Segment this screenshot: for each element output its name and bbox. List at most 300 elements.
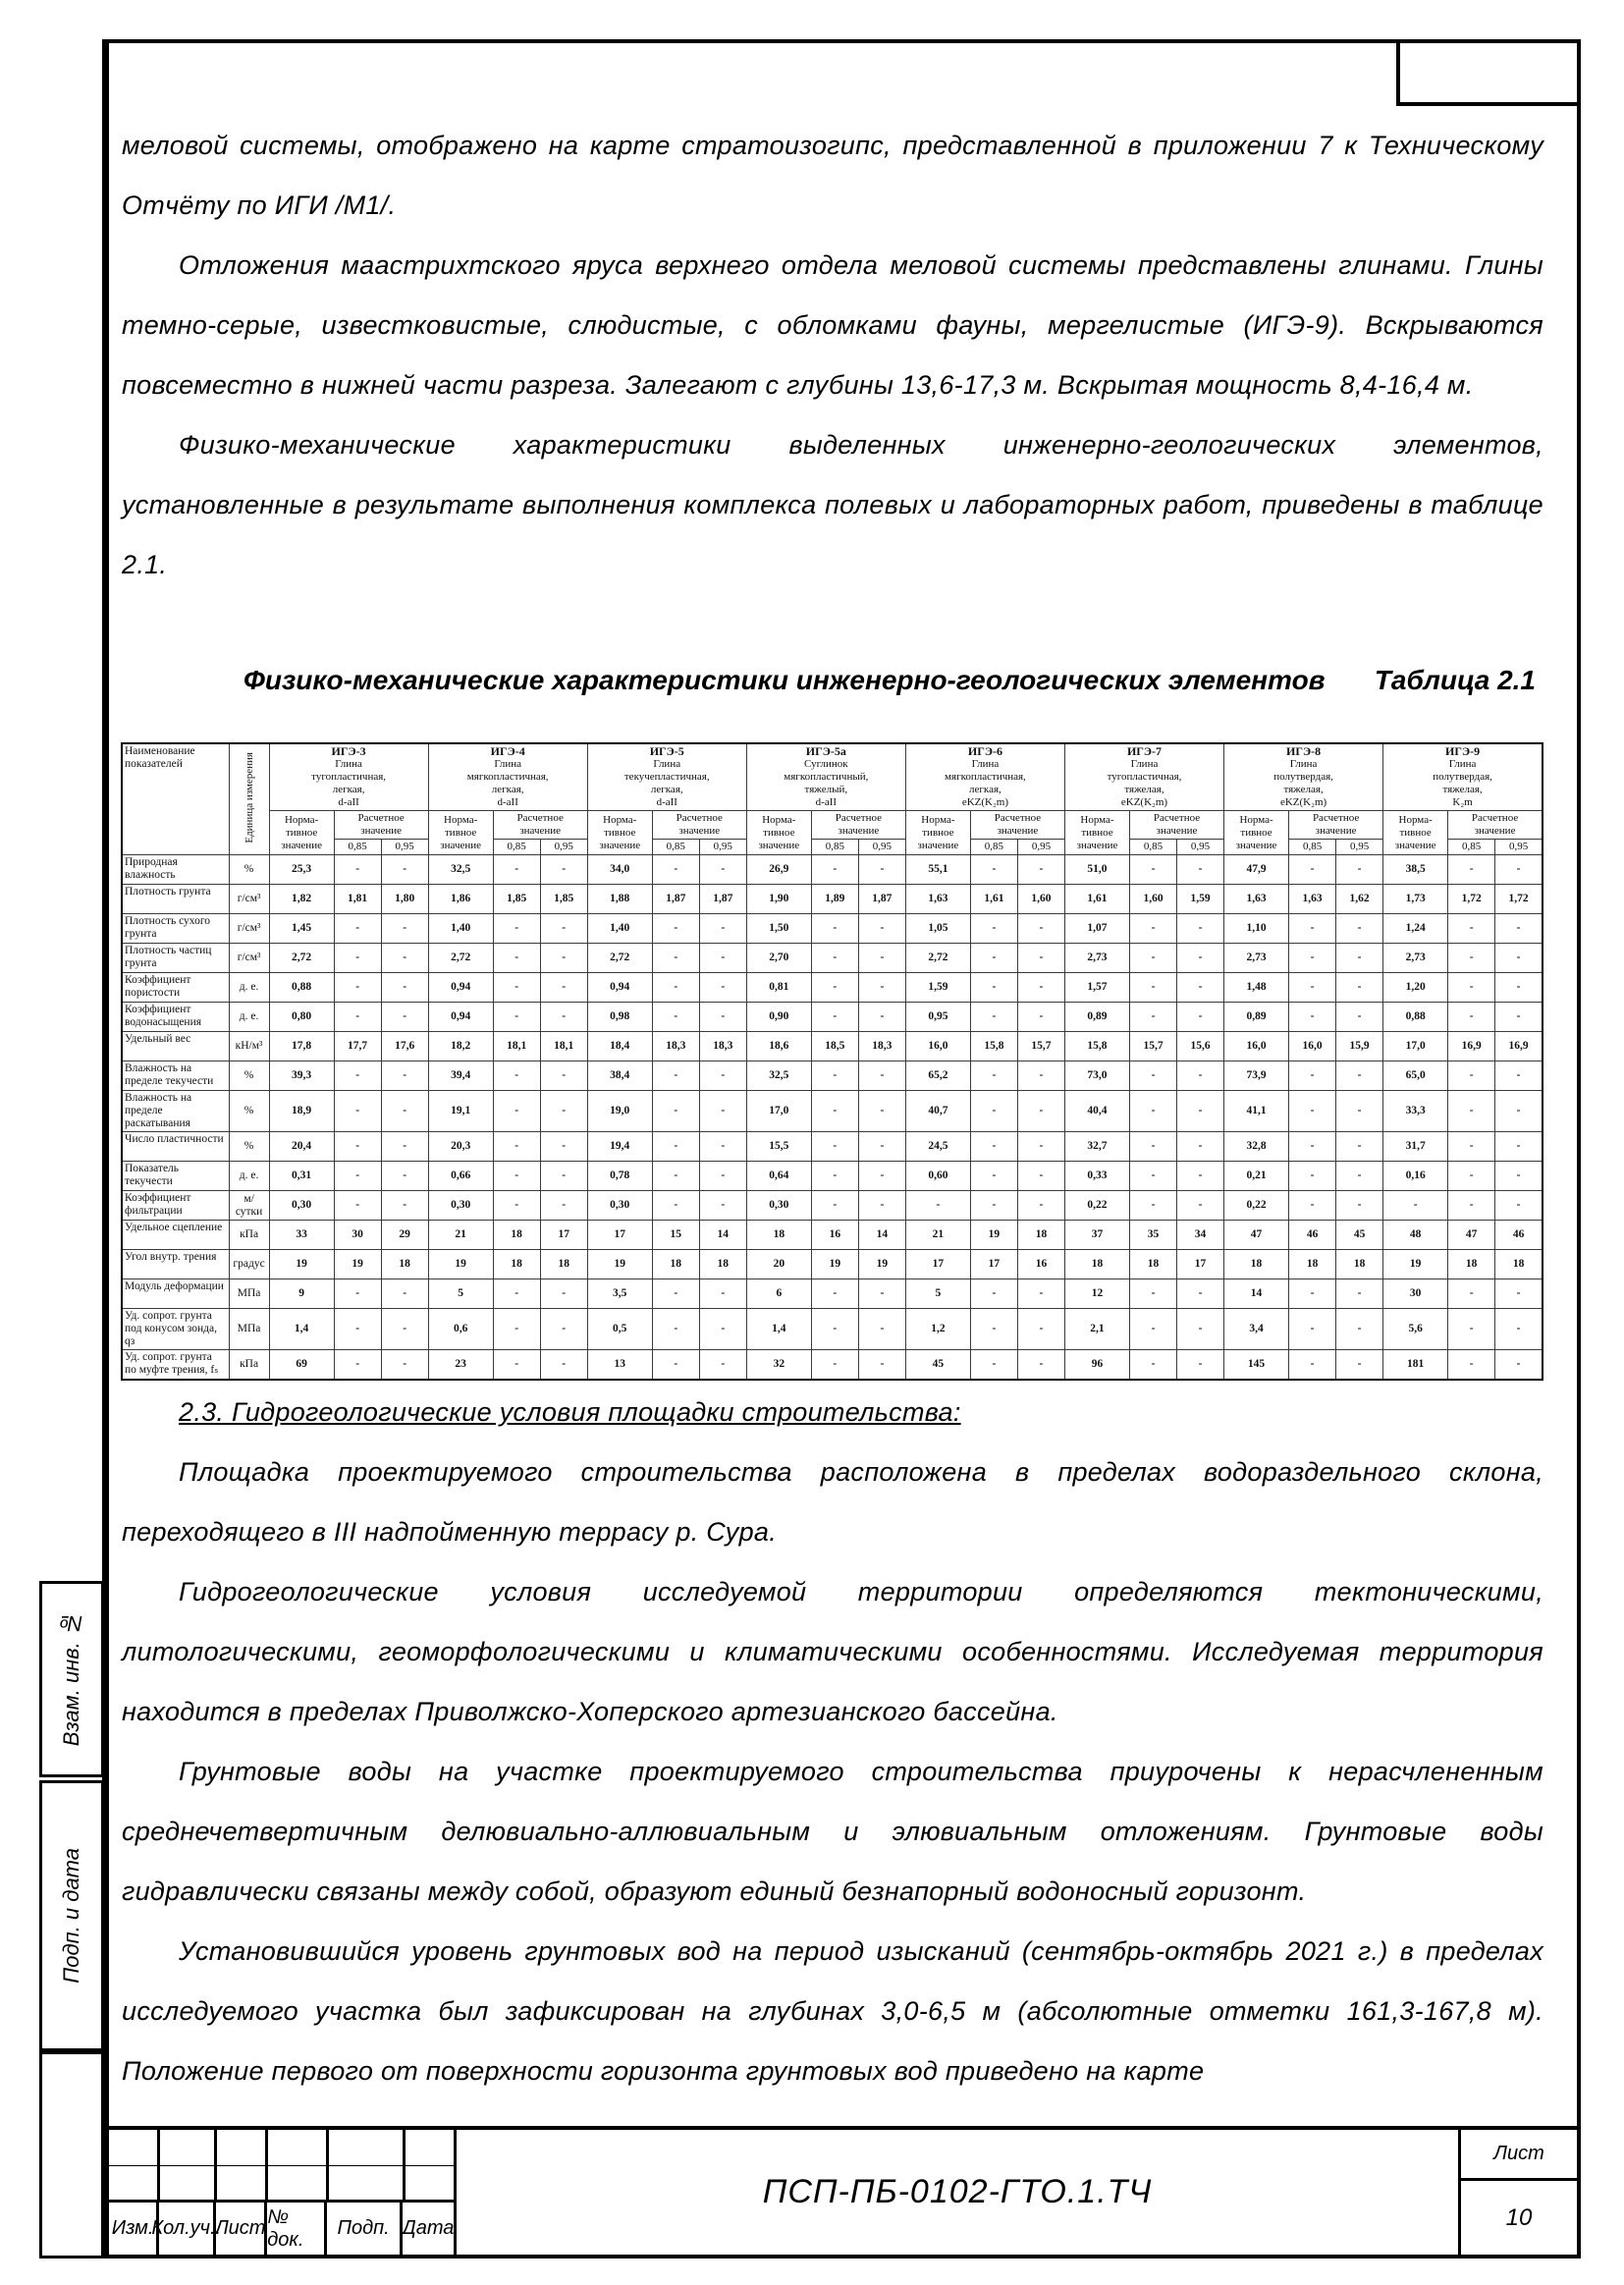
value-cell: - (540, 1003, 587, 1032)
coefficient-header: 0,85 (1130, 840, 1177, 855)
calculated-value-header: Расчетное значение (1289, 811, 1383, 840)
value-cell: - (1017, 1350, 1064, 1380)
value-cell: - (652, 1091, 699, 1132)
ige-group-header: ИГЭ-3 Глина тугопластичная, легкая, d-aII (269, 743, 428, 811)
value-cell: - (1177, 944, 1224, 973)
value-cell: - (1130, 1309, 1177, 1350)
title-block (102, 2126, 1581, 2258)
value-cell: - (1448, 914, 1495, 944)
value-cell: 65,2 (905, 1061, 970, 1091)
value-cell: 26,9 (746, 855, 811, 885)
value-cell: - (970, 1162, 1017, 1191)
value-cell: 18,2 (428, 1032, 493, 1061)
value-cell: - (811, 1003, 858, 1032)
value-cell: 0,88 (269, 973, 334, 1003)
value-cell: 24,5 (905, 1132, 970, 1162)
value-cell: - (1495, 1091, 1543, 1132)
row-name: Удельный вес (122, 1032, 229, 1061)
row-name: Уд. сопрот. грунта под конусом зонда, qз (122, 1309, 229, 1350)
value-cell: - (1336, 1279, 1383, 1309)
fmc-table-wrap (121, 742, 1545, 1381)
revision-row-empty (109, 2166, 454, 2203)
value-cell: - (1448, 1003, 1495, 1032)
value-cell: 14 (1224, 1279, 1289, 1309)
title-block-revision-grid (109, 2130, 457, 2255)
value-cell: - (970, 914, 1017, 944)
row-name: Показатель текучести (122, 1162, 229, 1191)
value-cell: - (858, 1191, 905, 1221)
value-cell: 0,94 (587, 973, 652, 1003)
value-cell: - (970, 944, 1017, 973)
coefficient-header: 0,85 (334, 840, 381, 855)
value-cell: 18 (1336, 1250, 1383, 1279)
value-cell: - (1177, 1279, 1224, 1309)
value-cell: 17 (587, 1221, 652, 1250)
row-unit: % (229, 1061, 269, 1091)
value-cell: 3,4 (1224, 1309, 1289, 1350)
ige-group-header: ИГЭ-5 Глина текучепластичная, легкая, d-aII (587, 743, 746, 811)
value-cell: 0,80 (269, 1003, 334, 1032)
value-cell: - (334, 944, 381, 973)
table-row (122, 1250, 1543, 1279)
table-row (122, 1309, 1543, 1350)
table-row (122, 914, 1543, 944)
paragraph: Установившийся уровень грунтовых вод на период изысканий (сентябрь-октябрь 2021 г.) в пределах исследуемого участка был зафиксирован на глубинах 3,0-6,5 м (абсолютные отметки 161,3-167,8 м). Положение первого от поверхности горизонта грунтовых вод приведено на карте (122, 1936, 1543, 2086)
row-name: Влажность на пределе текучести (122, 1061, 229, 1091)
coefficient-header: 0,85 (1448, 840, 1495, 855)
coefficient-header: 0,85 (1289, 840, 1336, 855)
value-cell: 17 (970, 1250, 1017, 1279)
value-cell: - (381, 1279, 428, 1309)
value-cell: 18,3 (699, 1032, 746, 1061)
value-cell: 16,0 (905, 1032, 970, 1061)
value-cell: 16,9 (1448, 1032, 1495, 1061)
value-cell: 2,72 (428, 944, 493, 973)
value-cell: 15,5 (746, 1132, 811, 1162)
value-cell: - (970, 1132, 1017, 1162)
value-cell: 18 (381, 1250, 428, 1279)
intro-text-block (122, 116, 1543, 595)
table-title: Физико-механические характеристики инженерно-геологических элементов (244, 665, 1326, 695)
value-cell: - (1289, 1309, 1336, 1350)
value-cell: - (652, 973, 699, 1003)
value-cell: - (811, 973, 858, 1003)
value-cell: 40,7 (905, 1091, 970, 1132)
table-row (122, 1003, 1543, 1032)
value-cell: 15,8 (970, 1032, 1017, 1061)
value-cell: 1,07 (1064, 914, 1129, 944)
table-caption (121, 660, 1543, 709)
coefficient-header: 0,95 (540, 840, 587, 855)
row-unit: м/сутки (229, 1191, 269, 1221)
value-cell: - (1336, 944, 1383, 973)
value-cell: - (1130, 973, 1177, 1003)
value-cell: - (1448, 1350, 1495, 1380)
value-cell: 35 (1130, 1221, 1177, 1250)
table-row (122, 855, 1543, 885)
row-name: Коэффициент водонасыщения (122, 1003, 229, 1032)
value-cell: - (811, 1162, 858, 1191)
value-cell: 1,88 (587, 885, 652, 914)
value-cell: 45 (905, 1350, 970, 1380)
value-cell: 39,4 (428, 1061, 493, 1091)
value-cell: - (1177, 855, 1224, 885)
value-cell: - (1017, 973, 1064, 1003)
value-cell: 38,5 (1383, 855, 1448, 885)
value-cell: 17 (905, 1250, 970, 1279)
value-cell: 0,66 (428, 1162, 493, 1191)
value-cell: 47,9 (1224, 855, 1289, 885)
paragraph: Гидрогеологические условия исследуемой территории определяются тектоническими, литологическими, геоморфологическими и климатическими особенностями. Исследуемая территория находится в пределах Приволжско-Хоперского артезианского бассейна. (122, 1577, 1543, 1726)
value-cell: 2,73 (1064, 944, 1129, 973)
value-cell: 12 (1064, 1279, 1129, 1309)
value-cell: 2,1 (1064, 1309, 1129, 1350)
ige-group-header: ИГЭ-5а Суглинок мягкопластичный, тяжелый, d-aII (746, 743, 905, 811)
value-cell: - (699, 1061, 746, 1091)
value-cell: 18 (1130, 1250, 1177, 1279)
value-cell: - (1336, 1061, 1383, 1091)
value-cell: 1,57 (1064, 973, 1129, 1003)
value-cell: 1,90 (746, 885, 811, 914)
value-cell: - (652, 1309, 699, 1350)
row-name: Плотность частиц грунта (122, 944, 229, 973)
value-cell: - (540, 1132, 587, 1162)
value-cell: - (858, 1003, 905, 1032)
value-cell: 21 (428, 1221, 493, 1250)
value-cell: 1,48 (1224, 973, 1289, 1003)
value-cell: - (493, 1132, 540, 1162)
value-cell: - (1177, 1309, 1224, 1350)
value-cell: - (540, 855, 587, 885)
value-cell: 0,95 (905, 1003, 970, 1032)
value-cell: - (334, 1350, 381, 1380)
value-cell: 1,81 (334, 885, 381, 914)
value-cell: - (334, 1132, 381, 1162)
value-cell: 2,72 (269, 944, 334, 973)
value-cell: - (1383, 1191, 1448, 1221)
value-cell: 6 (746, 1279, 811, 1309)
value-cell: 17,0 (746, 1091, 811, 1132)
normative-value-header: Норма- тивное значение (587, 811, 652, 855)
value-cell: 55,1 (905, 855, 970, 885)
value-cell: - (540, 1279, 587, 1309)
value-cell: - (699, 1162, 746, 1191)
value-cell: 19 (269, 1250, 334, 1279)
value-cell: - (652, 1350, 699, 1380)
value-cell: 19 (858, 1250, 905, 1279)
value-cell: 1,63 (1224, 885, 1289, 914)
value-cell: - (1336, 973, 1383, 1003)
value-cell: - (970, 1279, 1017, 1309)
value-cell: 1,86 (428, 885, 493, 914)
paragraph: Грунтовые воды на участке проектируемого строительства приурочены к нерасчлененным среднечетвертичным делювиально-аллювиальным и элювиальным отложениям. Грунтовые воды гидравлически связаны между собой, образуют единый безнапорный водоносный горизонт. (122, 1757, 1543, 1906)
value-cell: 32,5 (746, 1061, 811, 1091)
value-cell: 73,9 (1224, 1061, 1289, 1091)
value-cell: - (1336, 914, 1383, 944)
value-cell: 2,70 (746, 944, 811, 973)
value-cell: - (652, 914, 699, 944)
value-cell: 3,5 (587, 1279, 652, 1309)
table-row (122, 944, 1543, 973)
value-cell: - (811, 914, 858, 944)
value-cell: 18,1 (540, 1032, 587, 1061)
col-header-unit: Единица измерения (229, 743, 269, 855)
value-cell: - (1495, 1309, 1543, 1350)
value-cell: 33 (269, 1221, 334, 1250)
coefficient-header: 0,85 (493, 840, 540, 855)
value-cell: 1,82 (269, 885, 334, 914)
value-cell: 0,22 (1064, 1191, 1129, 1221)
value-cell: - (540, 1061, 587, 1091)
paragraph: Отложения маастрихтского яруса верхнего отдела меловой системы представлены глинами. Глины темно-серые, известковистые, слюдистые, с обломками фауны, мергелистые (ИГЭ-9). Вскрываются повсеместно в нижней части разреза. Залегают с глубины 13,6-17,3 м. Вскрытая мощность 8,4-16,4 м. (122, 250, 1543, 400)
value-cell: - (1130, 1350, 1177, 1380)
value-cell: 23 (428, 1350, 493, 1380)
value-cell: - (334, 1191, 381, 1221)
value-cell: 1,45 (269, 914, 334, 944)
value-cell: 1,2 (905, 1309, 970, 1350)
value-cell: 19,1 (428, 1091, 493, 1132)
value-cell: 48 (1383, 1221, 1448, 1250)
row-unit: г/см³ (229, 944, 269, 973)
value-cell: - (699, 1309, 746, 1350)
value-cell: 0,33 (1064, 1162, 1129, 1191)
row-name: Природная влажность (122, 855, 229, 885)
value-cell: - (1130, 855, 1177, 885)
row-unit: % (229, 1091, 269, 1132)
value-cell: - (1448, 1191, 1495, 1221)
value-cell: 18,6 (746, 1032, 811, 1061)
value-cell: 34,0 (587, 855, 652, 885)
value-cell: 0,6 (428, 1309, 493, 1350)
value-cell: - (811, 855, 858, 885)
value-cell: - (334, 1003, 381, 1032)
value-cell: - (858, 1061, 905, 1091)
value-cell: 0,31 (269, 1162, 334, 1191)
value-cell: 1,73 (1383, 885, 1448, 914)
value-cell: 1,20 (1383, 973, 1448, 1003)
value-cell: - (1289, 1132, 1336, 1162)
value-cell: - (1130, 1191, 1177, 1221)
value-cell: - (652, 1061, 699, 1091)
value-cell: 18 (1224, 1250, 1289, 1279)
value-cell: - (1130, 1003, 1177, 1032)
row-unit: г/см³ (229, 885, 269, 914)
calculated-value-header: Расчетное значение (970, 811, 1064, 840)
value-cell: - (1495, 1350, 1543, 1380)
value-cell: 17 (1177, 1250, 1224, 1279)
value-cell: 15 (652, 1221, 699, 1250)
value-cell: - (1289, 914, 1336, 944)
sheet-cell (1461, 2130, 1577, 2255)
label-koluch: Кол.уч.. (159, 2203, 216, 2255)
value-cell: 181 (1383, 1350, 1448, 1380)
value-cell: - (1289, 1191, 1336, 1221)
value-cell: 18 (1495, 1250, 1543, 1279)
label-ndok: № док. (267, 2203, 327, 2255)
value-cell: 16,0 (1289, 1032, 1336, 1061)
value-cell: - (970, 1191, 1017, 1221)
value-cell: - (970, 1061, 1017, 1091)
value-cell: - (1448, 1091, 1495, 1132)
value-cell: 0,78 (587, 1162, 652, 1191)
value-cell: - (1289, 1162, 1336, 1191)
table-row (122, 1221, 1543, 1250)
value-cell: 1,50 (746, 914, 811, 944)
paragraph: Площадка проектируемого строительства расположена в пределах водораздельного склона, переходящего в III надпойменную террасу р. Сура. (122, 1457, 1543, 1547)
value-cell: - (1336, 1003, 1383, 1032)
table-row (122, 1279, 1543, 1309)
value-cell: - (1130, 944, 1177, 973)
value-cell: - (1289, 1003, 1336, 1032)
value-cell: - (699, 1191, 746, 1221)
value-cell: - (858, 1162, 905, 1191)
value-cell: - (858, 855, 905, 885)
value-cell: - (1495, 1003, 1543, 1032)
value-cell: 15,8 (1064, 1032, 1129, 1061)
value-cell: - (1289, 1091, 1336, 1132)
header-row-value-types (122, 811, 1543, 840)
table-row (122, 973, 1543, 1003)
value-cell: - (1017, 1003, 1064, 1032)
value-cell: 25,3 (269, 855, 334, 885)
value-cell: 19 (970, 1221, 1017, 1250)
value-cell: - (540, 1091, 587, 1132)
value-cell: - (858, 914, 905, 944)
value-cell: 40,4 (1064, 1091, 1129, 1132)
value-cell: - (1336, 1091, 1383, 1132)
value-cell: - (1177, 1091, 1224, 1132)
value-cell: 51,0 (1064, 855, 1129, 885)
section-heading: 2.3. Гидрогеологические условия площадки строительства: (179, 1397, 961, 1427)
table-number-label: Таблица 2.1 (1374, 665, 1536, 695)
value-cell: - (1130, 1132, 1177, 1162)
value-cell: - (811, 1279, 858, 1309)
value-cell: - (1130, 1279, 1177, 1309)
table-row (122, 1162, 1543, 1191)
sheet-number: 10 (1505, 2203, 1533, 2231)
value-cell: 2,72 (905, 944, 970, 973)
value-cell: 15,7 (1130, 1032, 1177, 1061)
table-row (122, 1191, 1543, 1221)
value-cell: - (858, 1350, 905, 1380)
value-cell: 2,72 (587, 944, 652, 973)
value-cell: 17,8 (269, 1032, 334, 1061)
value-cell: - (1177, 1162, 1224, 1191)
value-cell: - (1448, 1309, 1495, 1350)
value-cell: 1,40 (428, 914, 493, 944)
value-cell: - (381, 914, 428, 944)
value-cell: 18,5 (811, 1032, 858, 1061)
value-cell: 1,59 (905, 973, 970, 1003)
value-cell: - (493, 1191, 540, 1221)
value-cell: 32,7 (1064, 1132, 1129, 1162)
value-cell: - (1448, 1061, 1495, 1091)
value-cell: 15,9 (1336, 1032, 1383, 1061)
value-cell: 18 (1064, 1250, 1129, 1279)
normative-value-header: Норма- тивное значение (1064, 811, 1129, 855)
value-cell: - (858, 944, 905, 973)
value-cell: - (970, 1309, 1017, 1350)
normative-value-header: Норма- тивное значение (269, 811, 334, 855)
value-cell: 145 (1224, 1350, 1289, 1380)
table-row (122, 885, 1543, 914)
value-cell: 37 (1064, 1221, 1129, 1250)
calculated-value-header: Расчетное значение (1130, 811, 1224, 840)
value-cell: 31,7 (1383, 1132, 1448, 1162)
value-cell: 0,90 (746, 1003, 811, 1032)
document-code: ПСП-ПБ-0102-ГТО.1.ТЧ (457, 2130, 1461, 2255)
value-cell: 32,8 (1224, 1132, 1289, 1162)
value-cell: - (1289, 1061, 1336, 1091)
calculated-value-header: Расчетное значение (1448, 811, 1543, 840)
row-name: Уд. сопрот. грунта по муфте трения, fₛ (122, 1350, 229, 1380)
stamp-label: Подп. и дата (59, 1848, 83, 1984)
value-cell: - (334, 1091, 381, 1132)
value-cell: 19 (587, 1250, 652, 1279)
value-cell: 34 (1177, 1221, 1224, 1250)
value-cell: 73,0 (1064, 1061, 1129, 1091)
value-cell: - (1017, 1162, 1064, 1191)
value-cell: - (699, 973, 746, 1003)
value-cell: - (1177, 973, 1224, 1003)
calculated-value-header: Расчетное значение (811, 811, 905, 840)
coefficient-header: 0,95 (1017, 840, 1064, 855)
value-cell: 0,21 (1224, 1162, 1289, 1191)
value-cell: - (858, 1279, 905, 1309)
normative-value-header: Норма- тивное значение (905, 811, 970, 855)
value-cell: 16 (1017, 1250, 1064, 1279)
value-cell: 69 (269, 1350, 334, 1380)
value-cell: - (1289, 1279, 1336, 1309)
value-cell: 32,5 (428, 855, 493, 885)
value-cell: 18 (699, 1250, 746, 1279)
value-cell: - (1495, 1132, 1543, 1162)
value-cell: - (540, 1350, 587, 1380)
value-cell: 18,3 (858, 1032, 905, 1061)
value-cell: - (858, 1091, 905, 1132)
value-cell: - (1289, 1350, 1336, 1380)
value-cell: - (540, 914, 587, 944)
table-row (122, 1032, 1543, 1061)
value-cell: - (1495, 973, 1543, 1003)
value-cell: 0,88 (1383, 1003, 1448, 1032)
value-cell: 17,6 (381, 1032, 428, 1061)
value-cell: 9 (269, 1279, 334, 1309)
value-cell: - (1017, 914, 1064, 944)
value-cell: 45 (1336, 1221, 1383, 1250)
value-cell: - (1017, 1191, 1064, 1221)
value-cell: 19 (334, 1250, 381, 1279)
value-cell: - (1495, 914, 1543, 944)
table-row (122, 1132, 1543, 1162)
row-unit: д. е. (229, 1162, 269, 1191)
value-cell: - (1289, 944, 1336, 973)
value-cell: - (1336, 1162, 1383, 1191)
value-cell: 29 (381, 1221, 428, 1250)
value-cell: 2,73 (1383, 944, 1448, 973)
value-cell: 0,81 (746, 973, 811, 1003)
value-cell: - (1289, 973, 1336, 1003)
value-cell: 30 (334, 1221, 381, 1250)
value-cell: 18 (493, 1221, 540, 1250)
inventory-corner-box (1396, 43, 1577, 106)
value-cell: 0,30 (587, 1191, 652, 1221)
value-cell: - (1336, 1191, 1383, 1221)
label-podp: Подп. (327, 2203, 403, 2255)
value-cell: - (1130, 1061, 1177, 1091)
value-cell: - (540, 944, 587, 973)
value-cell: - (1130, 1091, 1177, 1132)
